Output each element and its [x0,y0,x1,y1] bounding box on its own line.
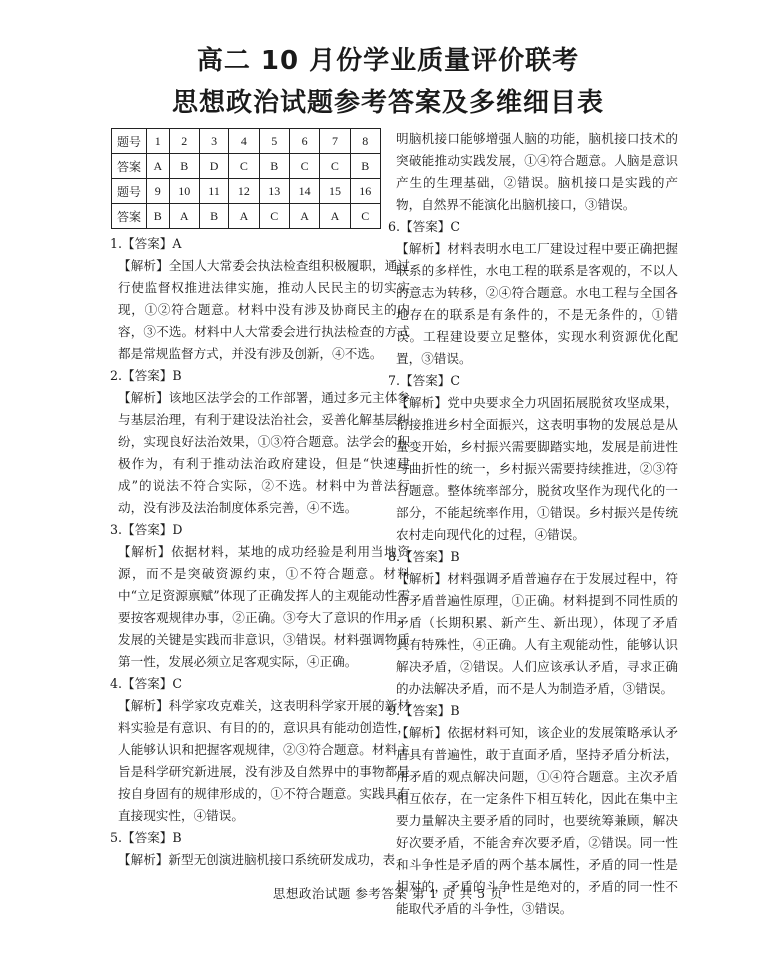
right-column [388,128,678,920]
answer-table-cell: B [147,204,170,229]
left-answer-list [110,233,410,871]
answer-table-cell: A [289,204,319,229]
analysis-paragraph: 【解析】依据材料可知，该企业的发展策略承认矛盾具有普遍性，敢于直面矛盾，坚持矛盾分析法，用矛盾的观点解决问题，①④符合题意。主次矛盾相互依存，在一定条件下相互转化，因此在集中主要力量解决主要矛盾的同时，也要统筹兼顾，解决好次要矛盾，不能舍弃次要矛盾，②错误。同一性和斗争性是矛盾的两个基本属性，矛盾的同一性是相对的，矛盾的斗争性是绝对的，矛盾的同一性不能取代矛盾的斗争性，③错误。 [396,725,678,916]
answer-table-cell: D [199,154,228,179]
answer-table-cell: 10 [169,179,199,204]
answer-table-cell: 3 [199,129,228,154]
analysis-paragraph: 【解析】材料表明水电工厂建设过程中要正确把握联系的多样性，水电工程的联系是客观的，不以人的意志为转移，②④符合题意。水电工程与全国各地存在的联系是有条件的，不是无条件的，①错误。工程建设要立足整体，实现水利资源优化配置，③错误。 [396,241,678,366]
analysis-paragraph: 【解析】党中央要求全力巩固拓展脱贫攻坚成果，衔接推进乡村全面振兴，这表明事物的发展总是从量变开始，乡村振兴需要脚踏实地，发展是前进性与曲折性的统一，乡村振兴需要持续推进，②③符合题意。整体统率部分，脱贫攻坚作为现代化的一部分，不能起统率作用，①错误。乡村振兴是传统农村走向现代化的过程，④错误。 [396,395,678,542]
answer-table-cell: C [259,204,289,229]
answer-table-cell: 2 [169,129,199,154]
answer-heading: 5.【答案】B [110,830,182,845]
answer-table-cell: A [229,204,259,229]
answer-heading: 6.【答案】C [388,219,461,234]
answer-table-cell: C [229,154,259,179]
analysis-paragraph: 明脑机接口能够增强人脑的功能，脑机接口技术的突破能推动实践发展，①④符合题意。人脑是意识产生的生理基础，②错误。脑机接口是实践的产物，自然界不能演化出脑机接口，③错误。 [396,131,678,212]
answer-table-cell: 15 [320,179,350,204]
answer-table-cell: B [199,204,228,229]
left-column [110,128,410,871]
answer-table-row-label: 题号 [112,129,147,154]
analysis-paragraph: 【解析】新型无创演进脑机接口系统研发成功，表 [118,852,396,867]
answer-table-row [112,154,381,179]
answer-table-row-label: 答案 [112,204,147,229]
answer-table-cell: A [169,204,199,229]
answer-table-cell: 14 [289,179,319,204]
analysis-paragraph: 【解析】材料强调矛盾普遍存在于发展过程中，符合矛盾普遍性原理，①正确。材料提到不同性质的矛盾（长期积累、新产生、新出现），体现了矛盾具有特殊性，④正确。人有主观能动性，能够认识解决矛盾，②错误。人们应该承认矛盾，寻求正确的办法解决矛盾，而不是人为制造矛盾，③错误。 [396,571,678,696]
analysis-paragraph: 【解析】科学家攻克难关，这表明科学家开展的新材料实验是有意识、有目的的，意识具有能动创造性，人能够认识和把握客观规律，②③符合题意。材料主旨是科学研究新进展，没有涉及自然界中的事物都是按自身固有的规律形成的，①不符合题意。实践具有直接现实性，④错误。 [118,698,410,823]
answer-table-cell: B [259,154,289,179]
answer-table-row [112,204,381,229]
answer-heading: 8.【答案】B [388,549,460,564]
answer-table-cell: A [147,154,170,179]
answer-table-row [112,129,381,154]
page-title-line2: 思想政治试题参考答案及多维细目表 [171,88,604,118]
answer-heading: 1.【答案】A [110,236,182,251]
page-footer: 思想政治试题 参考答案 第 1 页 共 5 页 [272,886,504,901]
answer-table [111,128,381,229]
answer-table-cell: 4 [229,129,259,154]
analysis-paragraph: 【解析】依据材料，某地的成功经验是利用当地资源，而不是突破资源约束，①不符合题意。材料中“立足资源禀赋”体现了正确发挥人的主观能动性需要按客观规律办事，②正确。③夸大了意识的作用，发展的关键是实践而非意识，③错误。材料强调物质第一性，发展必须立足客观实际，④正确。 [118,544,410,669]
answer-table-cell: 16 [350,179,380,204]
answer-table-row-label: 答案 [112,154,147,179]
answer-table-cell: 11 [199,179,228,204]
answer-table-cell: 9 [147,179,170,204]
analysis-paragraph: 【解析】该地区法学会的工作部署，通过多元主体参与基层治理，有利于建设法治社会，妥善化解基层纠纷，实现良好法治效果，①③符合题意。法学会的积极作为，有利于推动法治政府建设，但是“快速建成”的说法不符合实际，②不选。材料中为普法行动，没有涉及法治制度体系完善，④不选。 [118,390,410,515]
answer-heading: 9.【答案】B [388,703,460,718]
answer-heading: 4.【答案】C [110,676,183,691]
answer-table-cell: C [320,154,350,179]
answer-heading: 3.【答案】D [110,522,183,537]
page-title-line1: 高二 10 月份学业质量评价联考 [196,46,580,76]
answer-table-cell: 12 [229,179,259,204]
answer-table-cell: 8 [350,129,380,154]
answer-heading: 7.【答案】C [388,373,461,388]
answer-table-cell: C [289,154,319,179]
answer-table-cell: A [320,204,350,229]
answer-table-row [112,179,381,204]
answer-table-cell: 7 [320,129,350,154]
answer-table-cell: C [350,204,380,229]
answer-heading: 2.【答案】B [110,368,182,383]
answer-table-cell: 6 [289,129,319,154]
answer-table-cell: B [169,154,199,179]
answer-table-cell: 1 [147,129,170,154]
answer-table-row-label: 题号 [112,179,147,204]
analysis-paragraph: 【解析】全国人大常委会执法检查组积极履职，通过行使监督权推进法律实施，推动人民民主的切实实现，①②符合题意。材料中没有涉及协商民主的内容，③不选。材料中人大常委会进行执法检查的方式都是常规监督方式，并没有涉及创新，④不选。 [118,258,410,361]
answer-table-cell: 5 [259,129,289,154]
answer-table-cell: 13 [259,179,289,204]
answer-table-cell: B [350,154,380,179]
right-answer-list [388,128,678,920]
